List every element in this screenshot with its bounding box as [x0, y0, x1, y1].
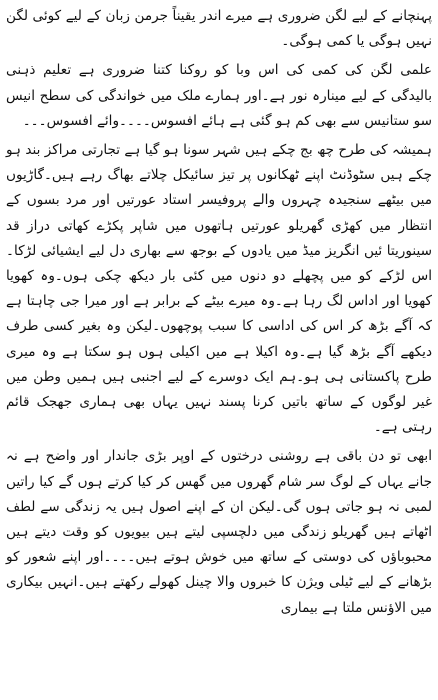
paragraph-3: ہمیشہ کی طرح چھ بج چکے ہیں شہر سونا ہو گیا ہے تجارتی مراکز بند ہو چکے ہیں سٹوڈنٹ اپنے ٹھکانوں پر تیز سائیکل چلاتے بھاگ رہے ہیں۔گاڑیوں میں بیٹھے سنجیدہ چہروں والے پروفیسر استاد عورتیں اور مرد بسوں کے انتظار میں کھڑی گھریلو عورتیں ہاتھوں میں شاپر پکڑے کھاتی دراز قد سینوریتا ئیں انگریز میڈ میں یادوں کے بوجھ سے بھاری دل لیے ایشیائی لڑکا۔اس لڑکے کو میں پچھلے دو دنوں میں کئی بار دیکھ چکی ہوں۔وہ کھویا کھویا اور اداس لگ رہا ہے۔وہ میرے بیٹے کے برابر ہے اور میرا جی چاہتا ہے کہ آگے بڑھ کر اس کی اداسی کا سبب پوچھوں۔لیکن وہ بغیر کسی طرف دیکھے آگے بڑھ گیا ہے۔وہ اکیلا ہے میں اکیلی ہوں ہو سکتا ہے وہ میری طرح پاکستانی ہی ہو۔ہم ایک دوسرے کے لیے اجنبی ہیں ہمیں وطن میں غیر لوگوں کے ساتھ باتیں کرنا پسند نہیں یہاں بھی ہماری جھجک قائم رہتی ہے۔ — [6, 142, 432, 436]
paragraph-4: ابھی تو دن باقی ہے روشنی درختوں کے اوپر بڑی جاندار اور واضح ہے نہ جانے یہاں کے لوگ سر شام گھروں میں گھس کر کیا کرتے ہوں گے کیا راتیں لمبی نہ ہو جاتی ہوں گی۔لیکن ان کے اپنے اصول ہیں یہ زندگی سے لطف اٹھاتے ہیں گھریلو زندگی میں دلچسپی لیتے ہیں بیویوں کو وقت دیتے ہیں محبوباؤں کی دوستی کے ساتھ میں خوش ہوتے ہیں۔۔۔۔اور اپنے شعور کو بڑھانے کے لیے ٹیلی ویژن کا خبروں والا چینل کھولے رکھتے ہیں۔انہیں بیکاری میں الاؤنس ملتا ہے بیماری — [6, 448, 432, 616]
paragraph-2: علمی لگن کی کمی کی اس وبا کو روکنا کتنا ضروری ہے تعلیم ذہنی بالیدگی کے لیے مینارہ نور ہے۔اور ہمارے ملک میں خواندگی کی سطح انیس سو ستانیس سے بھی کم ہو گئی ہے ہائے افسوس۔۔۔۔وائے افسوس۔۔۔ — [6, 62, 432, 129]
paragraph-1: پہنچانے کے لیے لگن ضروری ہے میرے اندر یقیناً جرمن زبان کے لیے کوئی لگن نہیں ہوگی یا کمی ہوگی۔ — [6, 8, 432, 50]
